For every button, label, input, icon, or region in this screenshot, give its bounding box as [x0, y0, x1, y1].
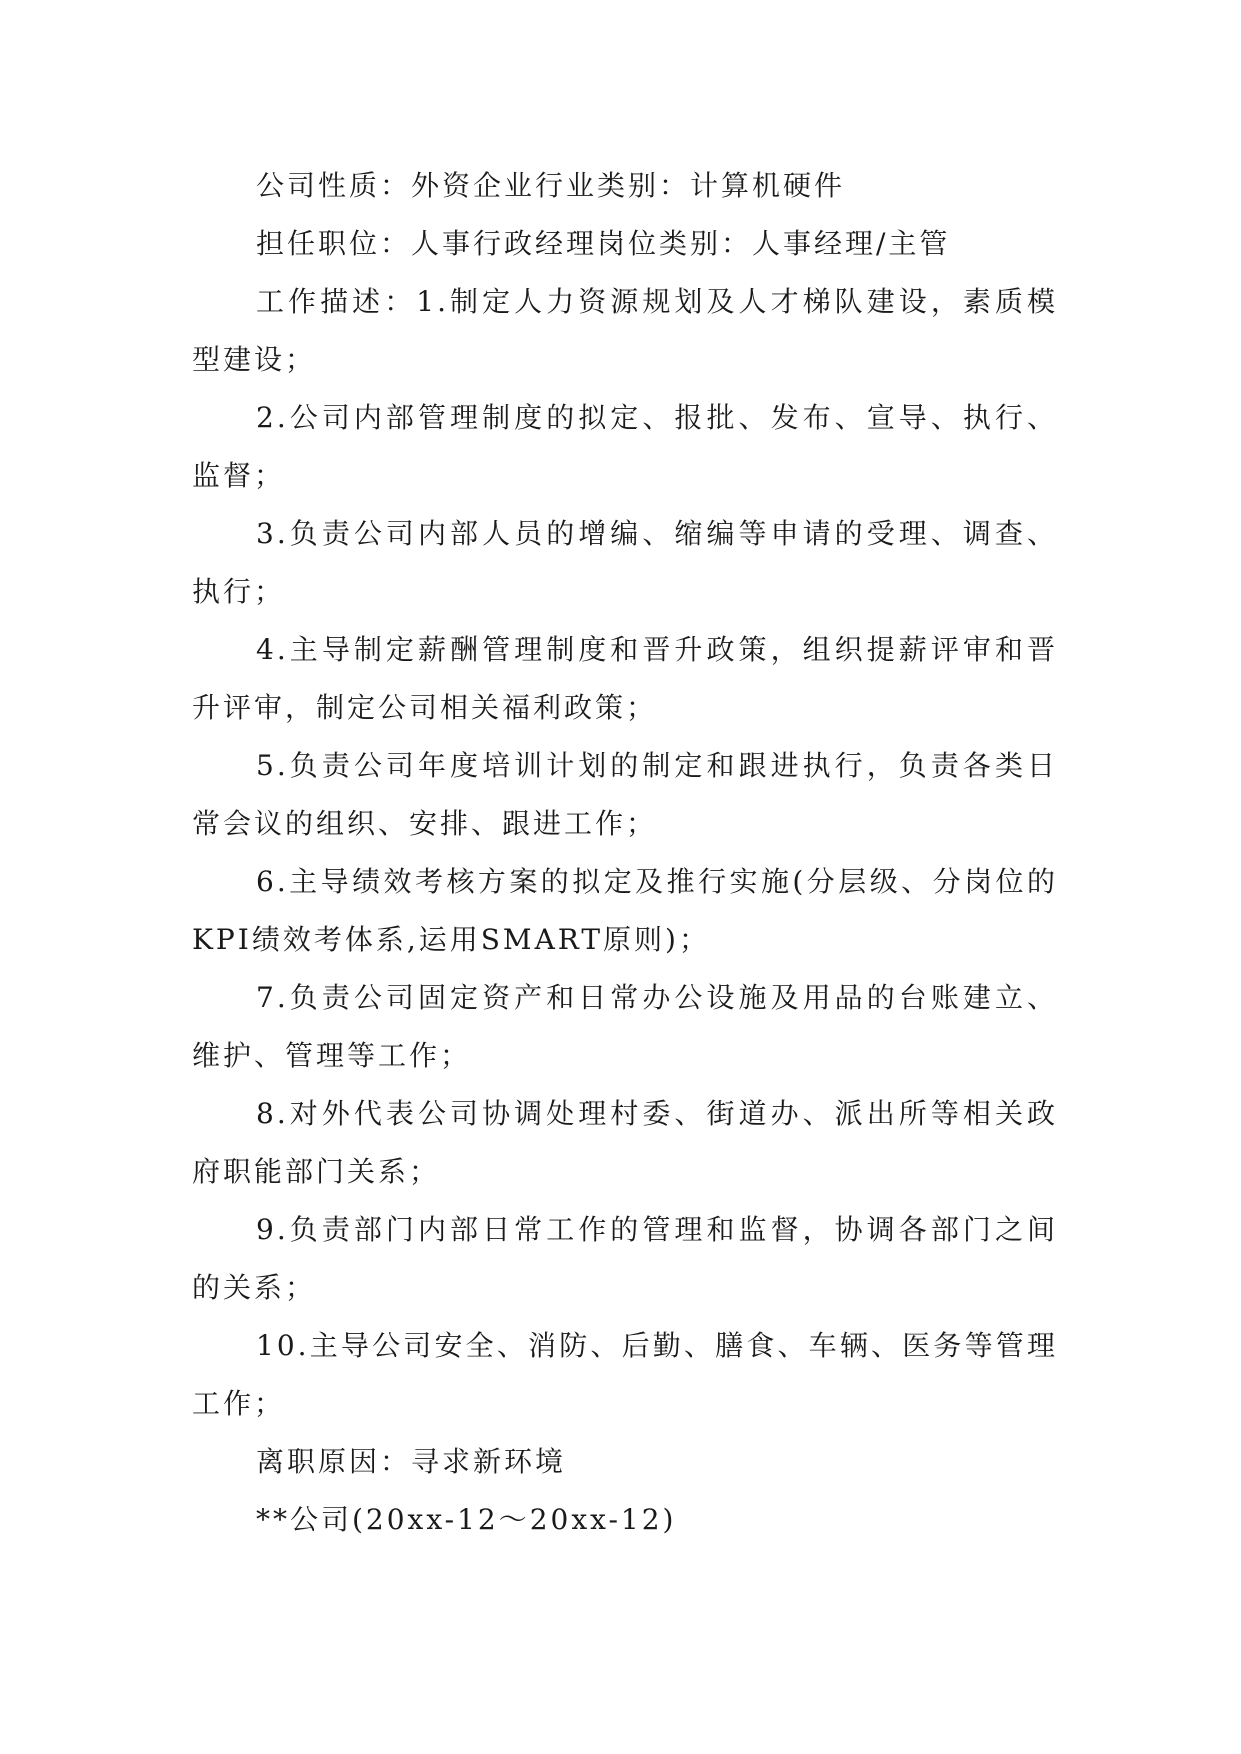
- job-description-item-10: 10.主导公司安全、消防、后勤、膳食、车辆、医务等管理工作；: [192, 1329, 1058, 1420]
- job-description-item-7: 7.负责公司固定资产和日常办公设施及用品的台账建立、维护、管理等工作；: [192, 981, 1058, 1072]
- company-nature-line: 公司性质：外资企业行业类别：计算机硬件: [256, 169, 846, 202]
- job-description-item-9: 9.负责部门内部日常工作的管理和监督，协调各部门之间的关系；: [192, 1213, 1058, 1304]
- document-body: [192, 157, 1058, 1549]
- job-description-item-3: 3.负责公司内部人员的增编、缩编等申请的受理、调查、执行；: [192, 517, 1058, 608]
- job-description-item-5: 5.负责公司年度培训计划的制定和跟进执行，负责各类日常会议的组织、安排、跟进工作；: [192, 749, 1058, 840]
- position-line: 担任职位：人事行政经理岗位类别：人事经理/主管: [256, 227, 951, 260]
- leaving-reason-line: 离职原因：寻求新环境: [256, 1445, 567, 1478]
- job-description-item-2: 2.公司内部管理制度的拟定、报批、发布、宣导、执行、监督；: [192, 401, 1058, 492]
- company-period-line: **公司(20xx-12～20xx-12): [256, 1503, 677, 1536]
- job-description-item-8: 8.对外代表公司协调处理村委、街道办、派出所等相关政府职能部门关系；: [192, 1097, 1058, 1188]
- job-description-item-1: 工作描述：1.制定人力资源规划及人才梯队建设，素质模型建设；: [192, 285, 1058, 376]
- job-description-item-4: 4.主导制定薪酬管理制度和晋升政策，组织提薪评审和晋升评审，制定公司相关福利政策；: [192, 633, 1058, 724]
- job-description-item-6: 6.主导绩效考核方案的拟定及推行实施(分层级、分岗位的KPI绩效考体系,运用SMART原则)；: [192, 865, 1058, 956]
